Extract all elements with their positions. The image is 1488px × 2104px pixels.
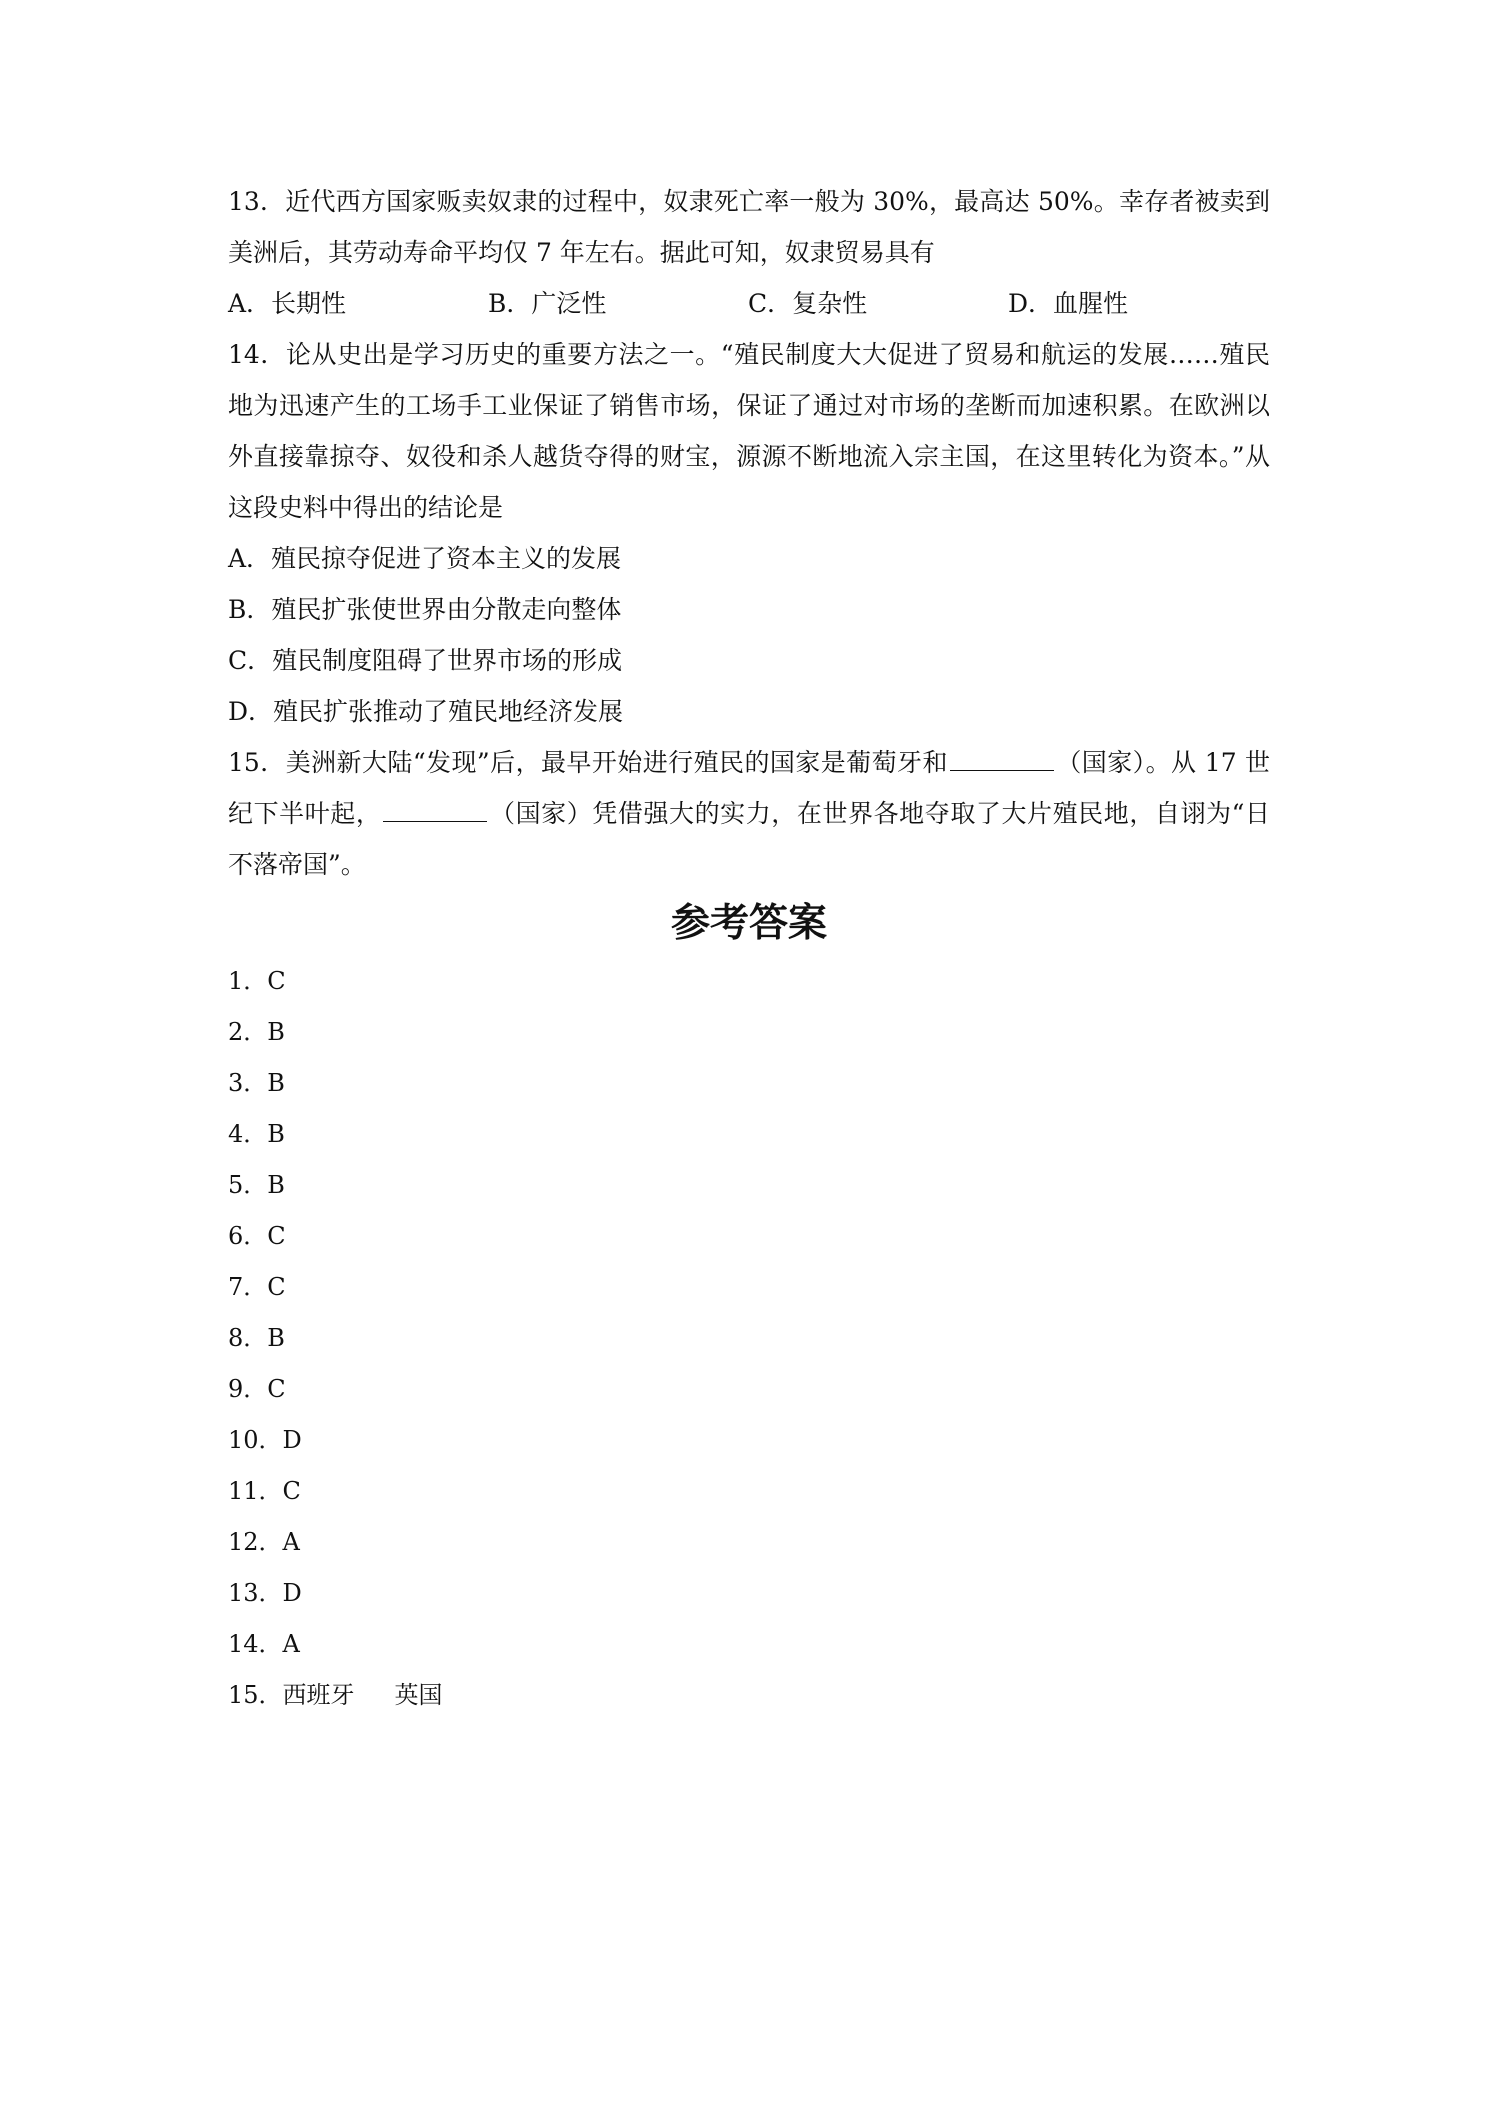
answer-value: B [267,1018,285,1046]
answer-value: D [282,1426,302,1454]
answer-value: D [282,1579,302,1607]
answer-item [228,1415,1270,1466]
document-page [228,176,1270,1721]
answer-item [228,1670,1270,1721]
answer-number: 5． [228,1171,268,1199]
answer-number: 9． [228,1375,268,1403]
answer-blank-2 [383,799,487,822]
answer-item [228,1619,1270,1670]
question-13 [228,176,1270,278]
answer-value: B [267,1120,285,1148]
answer-item [228,1568,1270,1619]
answer-number: 14． [228,1630,283,1658]
answer-item [228,1109,1270,1160]
option-d: D．血腥性 [1008,289,1129,318]
answer-value: C [267,1222,286,1250]
answer-item [228,1160,1270,1211]
answer-key-list [228,956,1270,1721]
option-c: C．复杂性 [748,289,868,318]
answer-item [228,956,1270,1007]
answer-number: 7． [228,1273,268,1301]
answer-item [228,1466,1270,1517]
answer-value: C [267,1375,286,1403]
question-number: 13． [228,187,286,216]
question-text-part1: 美洲新大陆“发现”后，最早开始进行殖民的国家是葡萄牙和 [285,748,948,777]
answer-item [228,1262,1270,1313]
option-b: B．殖民扩张使世界由分散走向整体 [228,595,622,624]
answer-value: C [267,967,286,995]
answer-item [228,1313,1270,1364]
answer-value: 西班牙 [282,1681,355,1709]
answer-number: 8． [228,1324,268,1352]
question-text: 近代西方国家贩卖奴隶的过程中，奴隶死亡率一般为 30%，最高达 50%。幸存者被卖到美洲后，其劳动寿命平均仅 7 年左右。据此可知，奴隶贸易具有 [228,187,1271,267]
question-number: 14． [228,340,286,369]
answer-item [228,1058,1270,1109]
answer-number: 3． [228,1069,268,1097]
option-d: D．殖民扩张推动了殖民地经济发展 [228,697,624,726]
question-15 [228,737,1270,890]
answer-item [228,1007,1270,1058]
answer-value: C [282,1477,301,1505]
option-c: C．殖民制度阻碍了世界市场的形成 [228,646,623,675]
question-text: 论从史出是学习历史的重要方法之一。“殖民制度大大促进了贸易和航运的发展……殖民地为迅速产生的工场手工业保证了销售市场，保证了通过对市场的垄断而加速积累。在欧洲以外直接靠掠夺、奴役和杀人越货夺得的财宝，源源不断地流入宗主国，在这里转化为资本。”从这段史料中得出的结论是 [228,340,1270,522]
question-text-part2: （国家）。从 17 世纪下半叶起， [228,748,1270,828]
answer-value: A [282,1528,300,1556]
question-13-options [228,278,1270,329]
answer-value: B [267,1324,285,1352]
answer-number: 11． [228,1477,283,1505]
option-a: A．殖民掠夺促进了资本主义的发展 [228,544,622,573]
question-number: 15． [228,748,286,777]
answer-value: C [267,1273,286,1301]
answer-value: B [267,1069,285,1097]
answer-key-title: 参考答案 [670,901,827,946]
answer-value: A [282,1630,300,1658]
answer-value: 英国 [394,1681,443,1709]
answer-number: 15． [228,1681,283,1709]
answer-number: 13． [228,1579,283,1607]
question-text-part3: （国家）凭借强大的实力，在世界各地夺取了大片殖民地，自诩为“日不落帝国”。 [228,799,1270,879]
answer-number: 4． [228,1120,268,1148]
answer-value: B [267,1171,285,1199]
answer-number: 12． [228,1528,283,1556]
answer-blank-1 [950,748,1054,771]
answer-number: 10． [228,1426,283,1454]
answer-number: 1． [228,967,268,995]
answer-number: 2． [228,1018,268,1046]
answer-item [228,1211,1270,1262]
answer-item [228,1364,1270,1415]
option-a: A．长期性 [228,289,347,318]
option-b: B．广泛性 [488,289,607,318]
answer-number: 6． [228,1222,268,1250]
answer-item [228,1517,1270,1568]
question-14 [228,329,1270,533]
